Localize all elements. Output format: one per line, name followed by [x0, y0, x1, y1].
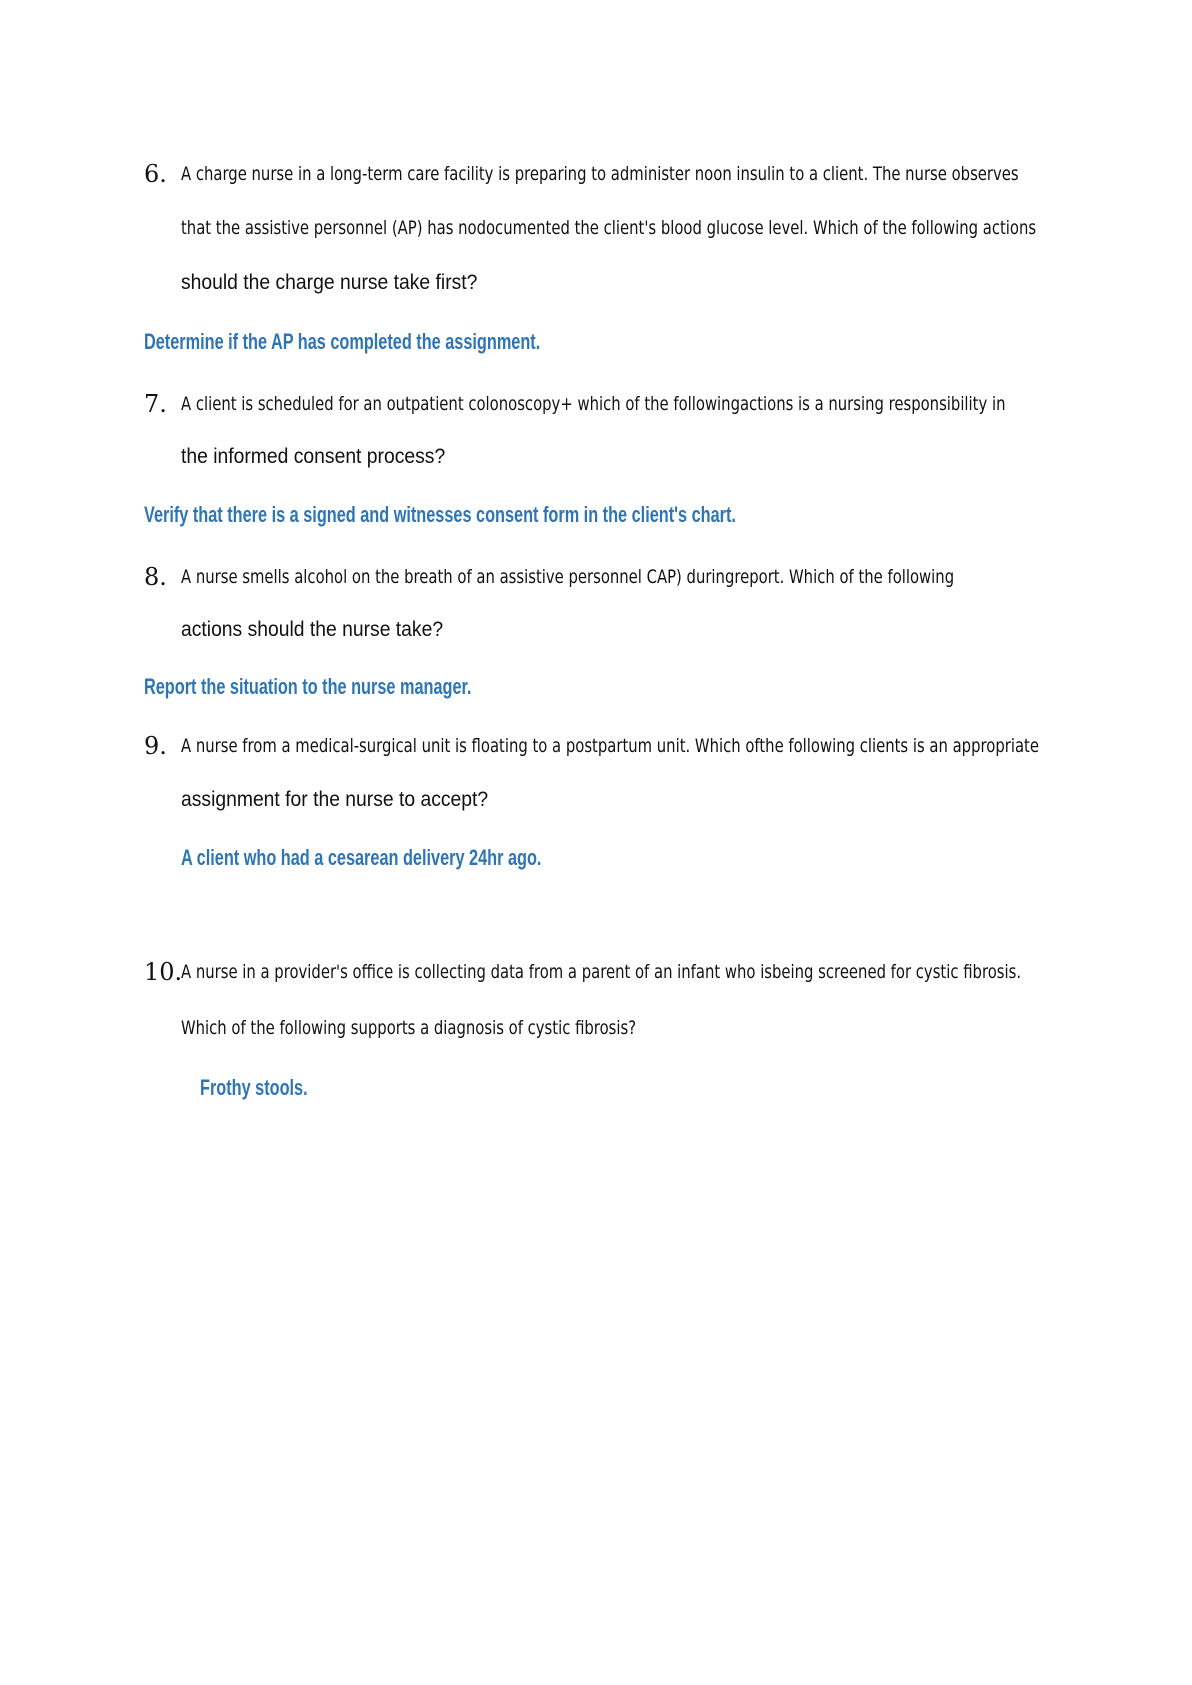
- answer-8: Report the situation to the nurse manager.: [144, 674, 472, 699]
- question-text-line: should the charge nurse take first?: [181, 271, 478, 294]
- question-text-line: A nurse in a provider's office is collecting data from a parent of an infant who isbeing screened for cystic fibrosis.: [181, 961, 1022, 983]
- question-text-line: Which of the following supports a diagnosis of cystic fibrosis?: [181, 1017, 637, 1039]
- answer-9: A client who had a cesarean delivery 24hr ago.: [181, 845, 542, 870]
- question-number: 6.: [144, 160, 167, 188]
- question-text-line: A charge nurse in a long-term care facility is preparing to administer noon insulin to a client. The nurse observes: [181, 163, 1019, 185]
- question-number: 10.: [144, 958, 183, 986]
- answer-10: Frothy stools.: [200, 1075, 308, 1100]
- question-number: 8.: [144, 563, 167, 591]
- question-number: 9.: [144, 732, 167, 760]
- question-text-line: A nurse smells alcohol on the breath of an assistive personnel CAP) duringreport. Which of the following: [181, 566, 955, 588]
- question-text-line: that the assistive personnel (AP) has nodocumented the client's blood glucose level. Which of the following actions: [181, 217, 1037, 239]
- question-number: 7.: [144, 390, 167, 418]
- question-text-line: A client is scheduled for an outpatient colonoscopy+ which of the followingactions is a nursing responsibility in: [181, 393, 1006, 415]
- question-text-line: the informed consent process?: [181, 445, 446, 468]
- answer-7: Verify that there is a signed and witnesses consent form in the client's chart.: [144, 502, 736, 527]
- question-text-line: A nurse from a medical-surgical unit is floating to a postpartum unit. Which ofthe following clients is an appropriate: [181, 735, 1039, 757]
- question-text-line: actions should the nurse take?: [181, 618, 444, 641]
- answer-6: Determine if the AP has completed the assignment.: [144, 329, 541, 354]
- question-text-line: assignment for the nurse to accept?: [181, 788, 489, 811]
